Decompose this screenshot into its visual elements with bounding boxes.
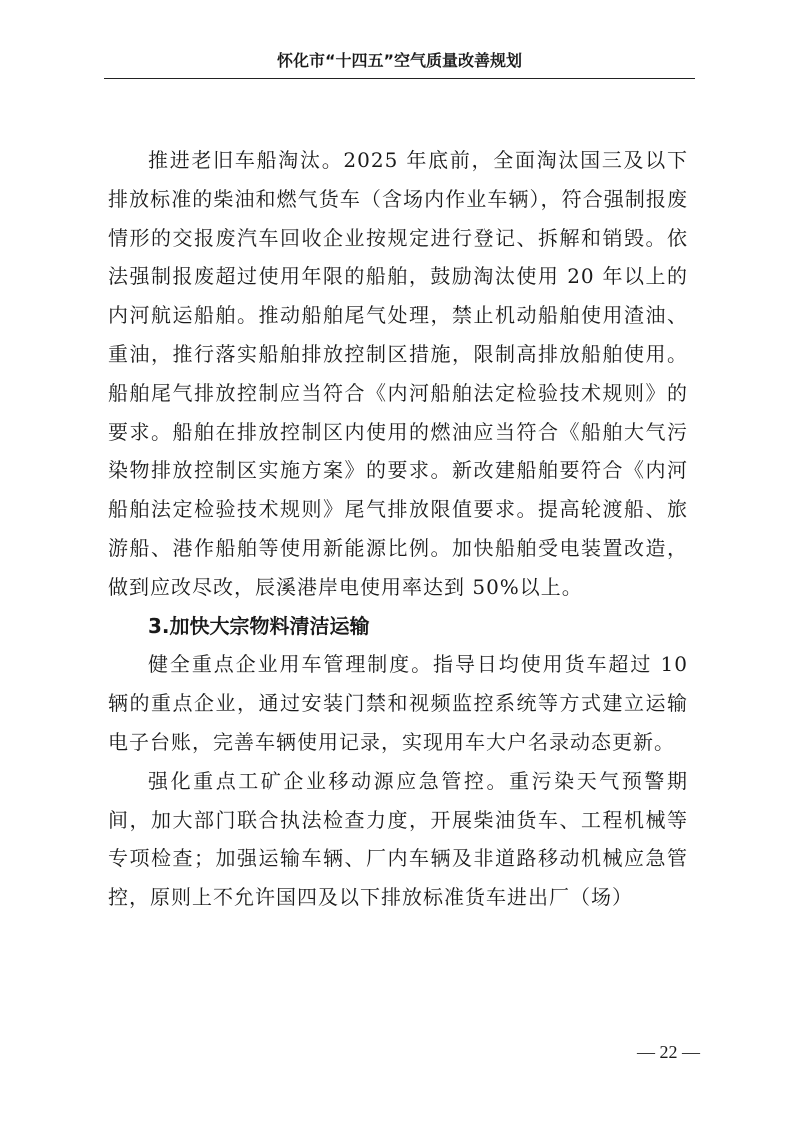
paragraph-emergency-control: 强化重点工矿企业移动源应急管控。重污染天气预警期间，加大部门联合执法检查力度，开展柴油货车、工程机械等专项检查；加强运输车辆、厂内车辆及非道路移动机械应急管控，原则上不允许国四及以下排放标准货车进出厂（场） [108,768,688,910]
section-heading: 3.加快大宗物料清洁运输 [148,613,370,638]
header-divider [104,78,695,79]
paragraph-enterprise-vehicle-management: 健全重点企业用车管理制度。指导日均使用货车超过 10 辆的重点企业，通过安装门禁和视频监控系统等方式建立运输电子台账，完善车辆使用记录，实现用车大户名录动态更新。 [108,652,688,754]
running-header: 怀化市“十四五”空气质量改善规划 [276,51,523,70]
document-body [108,141,688,917]
paragraph-vessel-phaseout: 推进老旧车船淘汰。2025 年底前，全面淘汰国三及以下排放标准的柴油和燃气货车（含场内作业车辆），符合强制报废情形的交报废汽车回收企业按规定进行登记、拆解和销毁。依法强制报废超过使用年限的船舶，鼓励淘汰使用 20 年以上的内河航运船舶。推动船舶尾气处理，禁止机动船舶使用渣油、重油，推行落实船舶排放控制区措施，限制高排放船舶使用。船舶尾气排放控制应当符合《内河船舶法定检验技术规则》的要求。船舶在排放控制区内使用的燃油应当符合《船舶大气污染物排放控制区实施方案》的要求。新改建船舶要符合《内河船舶法定检验技术规则》尾气排放限值要求。提高轮渡船、旅游船、港作船舶等使用新能源比例。加快船舶受电装置改造，做到应改尽改，辰溪港岸电使用率达到 50%以上。 [108,148,688,599]
page-number: — 22 — [637,1042,700,1062]
